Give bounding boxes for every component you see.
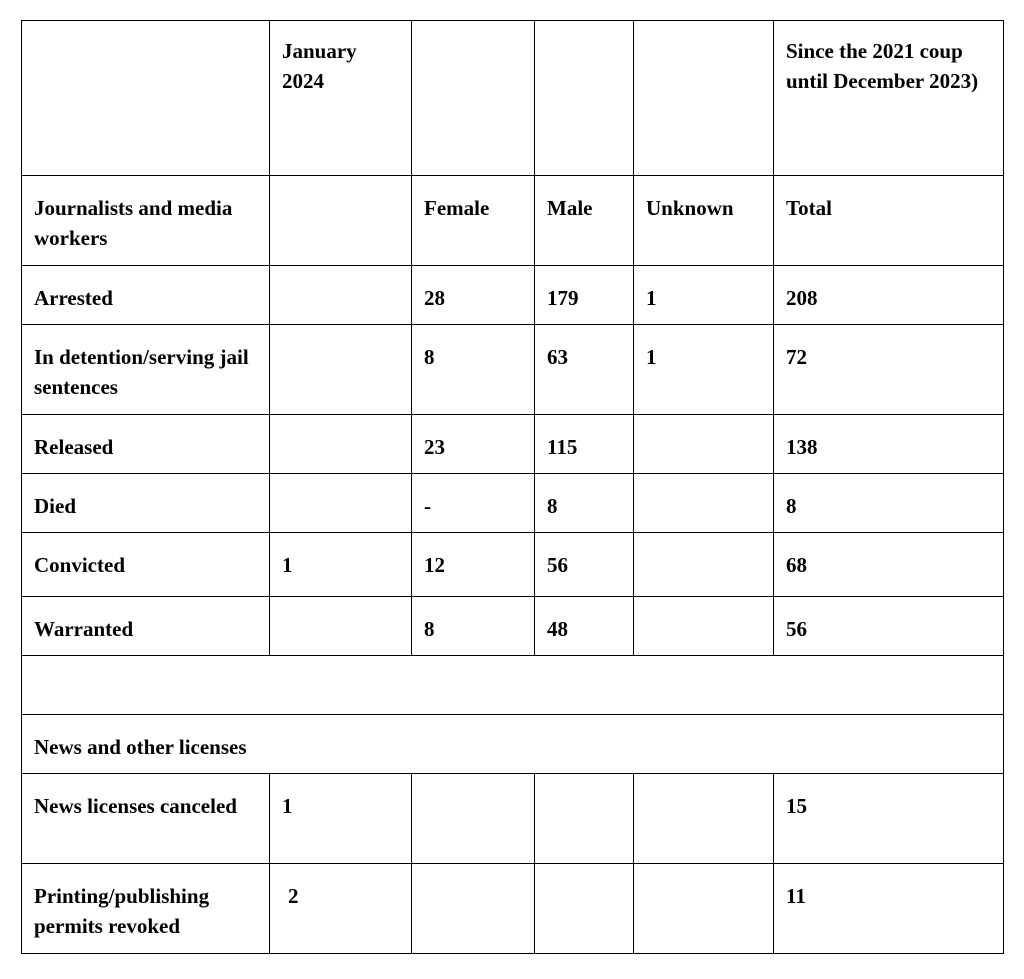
row-empty-cell bbox=[535, 864, 634, 954]
subheader-male-cell bbox=[535, 176, 634, 266]
row-total-value: 11 bbox=[786, 884, 806, 908]
row-label-cell bbox=[22, 415, 270, 474]
row-female-value: 28 bbox=[424, 286, 445, 310]
row-unknown-value: 1 bbox=[646, 345, 657, 369]
row-male-cell bbox=[535, 266, 634, 325]
row-male-cell bbox=[535, 533, 634, 597]
spacer-cell bbox=[22, 656, 1004, 715]
row-label: Printing/publishing permits revoked bbox=[34, 884, 210, 938]
row-total-cell bbox=[774, 864, 1004, 954]
row-total-value: 208 bbox=[786, 286, 818, 310]
section-title-cell bbox=[22, 715, 1004, 774]
row-unknown-cell bbox=[634, 266, 774, 325]
row-total-cell bbox=[774, 533, 1004, 597]
male-label: Male bbox=[547, 196, 593, 220]
row-male-cell bbox=[535, 415, 634, 474]
row-female-cell bbox=[412, 474, 535, 533]
subheader-total-cell bbox=[774, 176, 1004, 266]
row-jan-cell bbox=[270, 325, 412, 415]
row-female-value: 12 bbox=[424, 553, 445, 577]
header-since-coup-label: Since the 2021 coup until December 2023) bbox=[786, 39, 979, 93]
row-label: Died bbox=[34, 494, 76, 518]
row-male-value: 179 bbox=[547, 286, 579, 310]
row-jan-cell bbox=[270, 597, 412, 656]
row-unknown-cell bbox=[634, 533, 774, 597]
table-row bbox=[22, 474, 1004, 533]
row-jan-value: 1 bbox=[282, 794, 293, 818]
row-label: Arrested bbox=[34, 286, 113, 310]
table-row bbox=[22, 325, 1004, 415]
unknown-label: Unknown bbox=[646, 196, 734, 220]
row-female-cell bbox=[412, 266, 535, 325]
table-row bbox=[22, 597, 1004, 656]
table-row bbox=[22, 774, 1004, 864]
row-label-cell bbox=[22, 325, 270, 415]
row-female-cell bbox=[412, 533, 535, 597]
row-total-cell bbox=[774, 774, 1004, 864]
table-row bbox=[22, 864, 1004, 954]
row-unknown-cell bbox=[634, 474, 774, 533]
row-label: News licenses canceled bbox=[34, 794, 237, 818]
row-label-cell bbox=[22, 266, 270, 325]
row-total-value: 72 bbox=[786, 345, 807, 369]
row-male-cell bbox=[535, 597, 634, 656]
row-jan-cell bbox=[270, 864, 412, 954]
row-total-value: 56 bbox=[786, 617, 807, 641]
header-cell-empty bbox=[634, 21, 774, 176]
row-total-cell bbox=[774, 266, 1004, 325]
row-female-value: - bbox=[424, 494, 431, 518]
subheader-label: Journalists and media workers bbox=[34, 196, 233, 250]
row-male-value: 8 bbox=[547, 494, 558, 518]
row-empty-cell bbox=[634, 864, 774, 954]
row-unknown-cell bbox=[634, 415, 774, 474]
row-jan-cell bbox=[270, 415, 412, 474]
row-total-cell bbox=[774, 597, 1004, 656]
row-male-cell bbox=[535, 474, 634, 533]
row-total-value: 68 bbox=[786, 553, 807, 577]
row-female-value: 23 bbox=[424, 435, 445, 459]
row-female-cell bbox=[412, 415, 535, 474]
header-cell-empty bbox=[22, 21, 270, 176]
table-row bbox=[22, 533, 1004, 597]
row-female-value: 8 bbox=[424, 617, 435, 641]
row-label-cell bbox=[22, 864, 270, 954]
section-title: News and other licenses bbox=[34, 735, 247, 759]
row-jan-value: 1 bbox=[282, 553, 293, 577]
row-total-value: 138 bbox=[786, 435, 818, 459]
row-empty-cell bbox=[412, 864, 535, 954]
row-jan-cell bbox=[270, 474, 412, 533]
row-male-cell bbox=[535, 325, 634, 415]
row-total-cell bbox=[774, 474, 1004, 533]
section-title-row bbox=[22, 715, 1004, 774]
row-total-value: 8 bbox=[786, 494, 797, 518]
subheader-unknown-cell bbox=[634, 176, 774, 266]
row-unknown-cell bbox=[634, 325, 774, 415]
header-cell-since-coup bbox=[774, 21, 1004, 176]
row-female-cell bbox=[412, 597, 535, 656]
total-label: Total bbox=[786, 196, 832, 220]
subheader-female-cell bbox=[412, 176, 535, 266]
row-total-value: 15 bbox=[786, 794, 807, 818]
row-male-value: 56 bbox=[547, 553, 568, 577]
row-female-value: 8 bbox=[424, 345, 435, 369]
row-empty-cell bbox=[535, 774, 634, 864]
row-male-value: 48 bbox=[547, 617, 568, 641]
row-total-cell bbox=[774, 415, 1004, 474]
row-label-cell bbox=[22, 597, 270, 656]
row-label: In detention/serving jail sentences bbox=[34, 345, 249, 399]
row-label-cell bbox=[22, 774, 270, 864]
subheader-row bbox=[22, 176, 1004, 266]
row-empty-cell bbox=[634, 774, 774, 864]
row-label-cell bbox=[22, 474, 270, 533]
row-empty-cell bbox=[412, 774, 535, 864]
statistics-table bbox=[21, 20, 1004, 954]
header-cell-empty bbox=[535, 21, 634, 176]
row-male-value: 63 bbox=[547, 345, 568, 369]
header-row bbox=[22, 21, 1004, 176]
subheader-empty-cell bbox=[270, 176, 412, 266]
row-female-cell bbox=[412, 325, 535, 415]
row-jan-value: 2 bbox=[288, 884, 299, 908]
row-jan-cell bbox=[270, 774, 412, 864]
row-label: Released bbox=[34, 435, 114, 459]
header-cell-january-2024 bbox=[270, 21, 412, 176]
row-unknown-value: 1 bbox=[646, 286, 657, 310]
row-label-cell bbox=[22, 533, 270, 597]
row-jan-cell bbox=[270, 266, 412, 325]
table-row bbox=[22, 415, 1004, 474]
table-row bbox=[22, 266, 1004, 325]
subheader-label-cell bbox=[22, 176, 270, 266]
row-unknown-cell bbox=[634, 597, 774, 656]
female-label: Female bbox=[424, 196, 490, 220]
row-label: Convicted bbox=[34, 553, 125, 577]
row-label: Warranted bbox=[34, 617, 134, 641]
header-january-label: January 2024 bbox=[282, 39, 357, 93]
row-male-value: 115 bbox=[547, 435, 578, 459]
header-cell-empty bbox=[412, 21, 535, 176]
row-total-cell bbox=[774, 325, 1004, 415]
row-jan-cell bbox=[270, 533, 412, 597]
spacer-row bbox=[22, 656, 1004, 715]
